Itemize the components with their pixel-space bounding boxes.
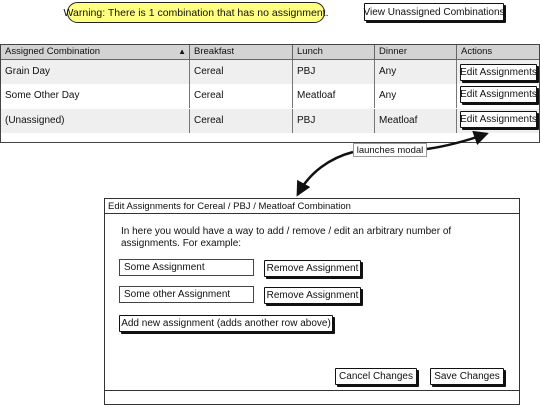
arrow-to-modal xyxy=(298,152,353,194)
breakfast-cell: Cereal xyxy=(190,109,293,133)
column-header-dinner[interactable]: Dinner xyxy=(375,45,457,59)
breakfast-cell: Cereal xyxy=(190,84,293,108)
lunch-cell: PBJ xyxy=(293,109,375,133)
assignments-table xyxy=(0,44,540,143)
modal-title: Edit Assignments for Cereal / PBJ / Meatloaf Combination xyxy=(105,199,519,214)
column-header-actions: Actions xyxy=(461,46,493,57)
assignment-field[interactable]: Some other Assignment xyxy=(119,286,254,303)
table-header xyxy=(1,45,539,60)
modal-description: In here you would have a way to add / remove / edit an arbitrary number of assignments. For example: xyxy=(121,226,452,249)
table-row xyxy=(1,109,539,133)
modal-footer-bar xyxy=(105,390,519,404)
edit-assignments-button[interactable]: Edit Assignments xyxy=(460,86,537,103)
table-row xyxy=(1,60,539,84)
edit-assignments-modal xyxy=(104,198,520,405)
warning-banner xyxy=(63,2,329,23)
lunch-cell: PBJ xyxy=(293,60,375,84)
save-changes-button[interactable]: Save Changes xyxy=(430,368,504,385)
column-header-combination[interactable]: Assigned Combination ▲ xyxy=(1,45,190,59)
dinner-cell: Any xyxy=(375,60,457,84)
view-unassigned-button[interactable] xyxy=(364,3,504,21)
table-row xyxy=(1,84,539,108)
combination-cell: Some Other Day xyxy=(1,84,190,108)
breakfast-cell: Cereal xyxy=(190,60,293,84)
combination-cell: Grain Day xyxy=(1,60,190,84)
lunch-cell: Meatloaf xyxy=(293,84,375,108)
cancel-changes-button[interactable]: Cancel Changes xyxy=(335,368,417,385)
combination-cell: (Unassigned) xyxy=(1,109,190,133)
column-header-lunch[interactable]: Lunch xyxy=(293,45,375,59)
edit-assignments-button[interactable]: Edit Assignments xyxy=(460,64,537,81)
warning-text: Warning: There is 1 combination that has no assignment. xyxy=(63,6,329,19)
remove-assignment-button[interactable]: Remove Assignment xyxy=(264,260,361,277)
column-header-breakfast[interactable]: Breakfast xyxy=(190,45,293,59)
remove-assignment-button[interactable]: Remove Assignment xyxy=(264,287,361,304)
launches-modal-callout: launches modal xyxy=(353,143,427,157)
sort-asc-icon: ▲ xyxy=(178,47,186,56)
dinner-cell: Any xyxy=(375,84,457,108)
edit-assignments-button[interactable]: Edit Assignments xyxy=(460,111,537,128)
view-unassigned-label: View Unassigned Combinations xyxy=(363,6,505,18)
add-assignment-button[interactable]: Add new assignment (adds another row above) xyxy=(119,315,333,332)
dinner-cell: Meatloaf xyxy=(375,109,457,133)
assignment-field[interactable]: Some Assignment xyxy=(119,259,254,276)
